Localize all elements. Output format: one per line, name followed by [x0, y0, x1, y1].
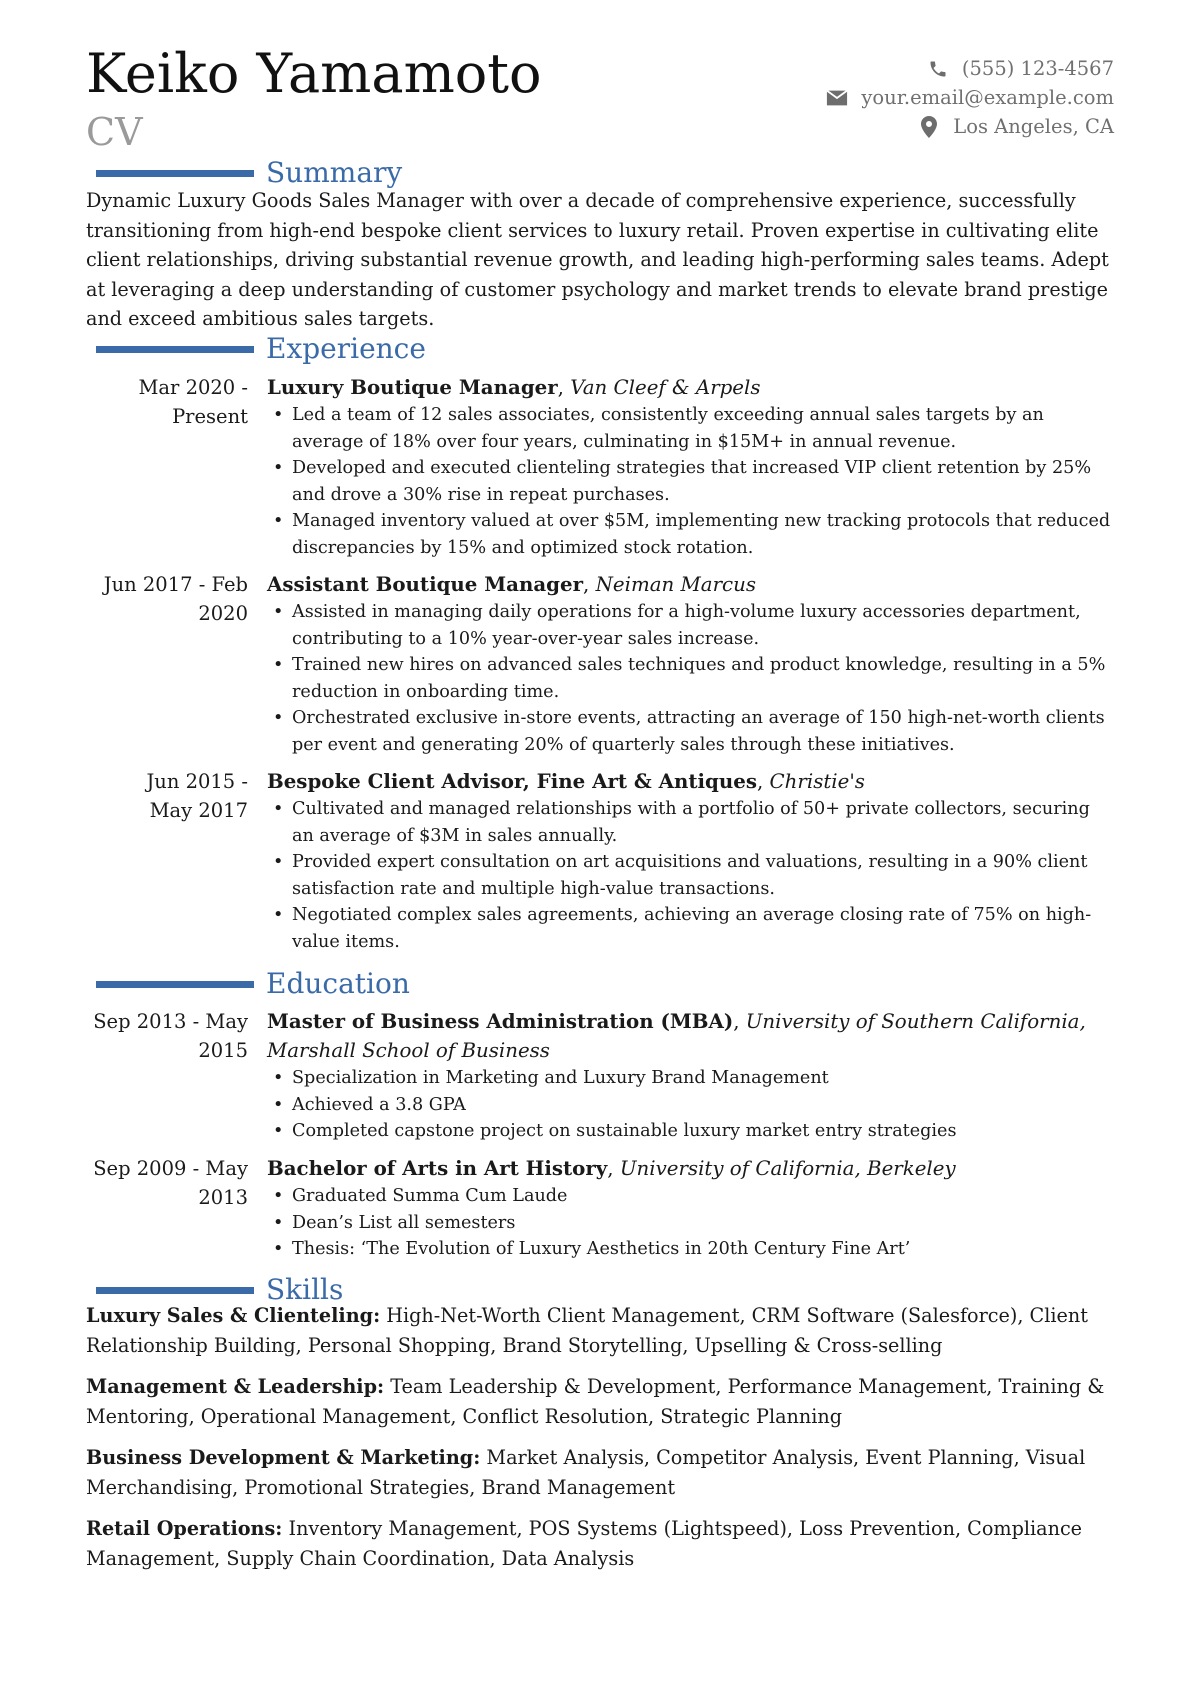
skill-category: Luxury Sales & Clienteling: — [86, 1304, 381, 1327]
entry-content — [267, 570, 1117, 758]
bullet-list — [267, 402, 1117, 561]
employer: Neiman Marcus — [595, 573, 757, 596]
email-link[interactable]: your.email@example.com — [861, 86, 1114, 109]
entry-date: Sep 2009 - May 2013 — [93, 1157, 248, 1209]
list-item: • Trained new hires on advanced sales techniques and product knowledge, resulting in a 5% reduction in onboarding time. — [267, 652, 1117, 705]
bullet-list — [267, 599, 1117, 758]
entry-date: Jun 2017 - Feb 2020 — [103, 573, 248, 625]
bullet-list — [267, 796, 1117, 955]
skill-category: Retail Operations: — [86, 1517, 283, 1540]
list-item: • Specialization in Marketing and Luxury Brand Management — [267, 1065, 1117, 1092]
section-title: Skills — [266, 1272, 344, 1306]
entry-content — [267, 1154, 1117, 1263]
employer: Christie's — [769, 770, 865, 793]
entry-date: Jun 2015 - May 2017 — [146, 770, 248, 822]
section-accent-bar — [96, 346, 254, 353]
list-item: • Provided expert consultation on art acquisitions and valuations, resulting in a 90% client satisfaction rate and multiple high-value transactions. — [267, 849, 1117, 902]
person-name: Keiko Yamamoto — [86, 42, 542, 105]
job-title: Luxury Boutique Manager — [267, 375, 558, 399]
job-title: Assistant Boutique Manager — [267, 572, 584, 596]
employer: Van Cleef & Arpels — [570, 376, 761, 399]
contact-phone — [694, 54, 1114, 83]
degree-title: Master of Business Administration (MBA) — [267, 1009, 734, 1033]
bullet-list — [267, 1183, 1117, 1263]
entry-heading: Bespoke Client Advisor, Fine Art & Antiques, Christie's — [267, 769, 865, 793]
list-item: • Thesis: ‘The Evolution of Luxury Aesthetics in 20th Century Fine Art’ — [267, 1236, 1117, 1263]
list-item: • Cultivated and managed relationships with a portfolio of 50+ private collectors, securing an average of $3M in sales annually. — [267, 796, 1117, 849]
list-item: • Developed and executed clienteling strategies that increased VIP client retention by 25% and drove a 30% rise in repeat purchases. — [267, 455, 1117, 508]
bullet-list — [267, 1065, 1117, 1145]
school-name: University of Southern California, Marshall School of Business — [267, 1010, 1086, 1062]
section-experience-heading — [96, 330, 426, 366]
list-item: • Graduated Summa Cum Laude — [267, 1183, 1117, 1210]
entry-heading: Assistant Boutique Manager, Neiman Marcus — [267, 572, 757, 596]
phone-icon — [926, 57, 950, 81]
degree-title: Bachelor of Arts in Art History — [267, 1156, 608, 1180]
entry-date: Mar 2020 - Present — [138, 376, 248, 428]
section-accent-bar — [96, 1287, 254, 1294]
skill-category: Management & Leadership: — [86, 1375, 385, 1398]
job-title: Bespoke Client Advisor, Fine Art & Antiques — [267, 769, 757, 793]
entry-heading: Bachelor of Arts in Art History, University of California, Berkeley — [267, 1156, 956, 1180]
location-text: Los Angeles, CA — [953, 115, 1114, 138]
entry-date: Sep 2013 - May 2015 — [93, 1010, 248, 1062]
section-accent-bar — [96, 170, 254, 177]
entry-content — [267, 1007, 1117, 1145]
list-item: • Orchestrated exclusive in-store events, attracting an average of 150 high-net-worth clients per event and generating 20% of quarterly sales through these initiatives. — [267, 705, 1117, 758]
skill-group — [86, 1372, 1116, 1431]
map-pin-icon — [917, 115, 941, 139]
list-item: • Led a team of 12 sales associates, consistently exceeding annual sales targets by an average of 18% over four years, culminating in $15M+ in annual revenue. — [267, 402, 1117, 455]
section-title: Summary — [266, 155, 403, 189]
entry-content — [267, 373, 1117, 561]
section-summary-heading — [96, 154, 402, 190]
skill-group — [86, 1301, 1116, 1360]
skill-group — [86, 1514, 1116, 1573]
contact-location — [694, 112, 1114, 141]
summary-paragraph: Dynamic Luxury Goods Sales Manager with over a decade of comprehensive experience, successfully transitioning from high-end bespoke client services to luxury retail. Proven expertise in cultivating elite client relationships, driving substantial revenue growth, and leading high-performing sales teams. Adept at leveraging a deep understanding of customer psychology and market trends to elevate brand prestige and exceed ambitious sales targets. — [86, 189, 1109, 330]
contact-block — [694, 54, 1114, 141]
envelope-icon — [825, 86, 849, 110]
skill-category: Business Development & Marketing: — [86, 1446, 481, 1469]
skill-list: Inventory Management, POS Systems (Lightspeed), Loss Prevention, Compliance Management, Supply Chain Coordination, Data Analysis — [86, 1517, 1083, 1570]
section-education-heading — [96, 965, 410, 1001]
list-item: • Dean’s List all semesters — [267, 1210, 1117, 1237]
entry-heading: Luxury Boutique Manager, Van Cleef & Arpels — [267, 375, 761, 399]
school-name: University of California, Berkeley — [619, 1157, 956, 1180]
entry-content — [267, 767, 1117, 955]
section-title: Education — [266, 966, 410, 1000]
list-item: • Managed inventory valued at over $5M, implementing new tracking protocols that reduced discrepancies by 15% and optimized stock rotation. — [267, 508, 1117, 561]
list-item: • Assisted in managing daily operations for a high-volume luxury accessories department, contributing to a 10% year-over-year sales increase. — [267, 599, 1117, 652]
list-item: • Completed capstone project on sustainable luxury market entry strategies — [267, 1118, 1117, 1145]
list-item: • Achieved a 3.8 GPA — [267, 1092, 1117, 1119]
skill-group — [86, 1443, 1116, 1502]
phone-text: (555) 123-4567 — [961, 57, 1114, 80]
entry-heading: Master of Business Administration (MBA), University of Southern California, Marshall School of Business — [267, 1009, 1086, 1062]
list-item: • Negotiated complex sales agreements, achieving an average closing rate of 75% on high-value items. — [267, 902, 1117, 955]
skill-list: Team Leadership & Development, Performance Management, Training & Mentoring, Operational Management, Conflict Resolution, Strategic Planning — [86, 1375, 1105, 1428]
skill-list: Market Analysis, Competitor Analysis, Event Planning, Visual Merchandising, Promotional Strategies, Brand Management — [86, 1446, 1086, 1499]
section-title: Experience — [266, 331, 426, 365]
document-title: CV — [86, 110, 143, 154]
skill-list: High-Net-Worth Client Management, CRM Software (Salesforce), Client Relationship Building, Personal Shopping, Brand Storytelling, Upselling & Cross-selling — [86, 1304, 1088, 1357]
section-accent-bar — [96, 981, 254, 988]
contact-email — [694, 83, 1114, 112]
